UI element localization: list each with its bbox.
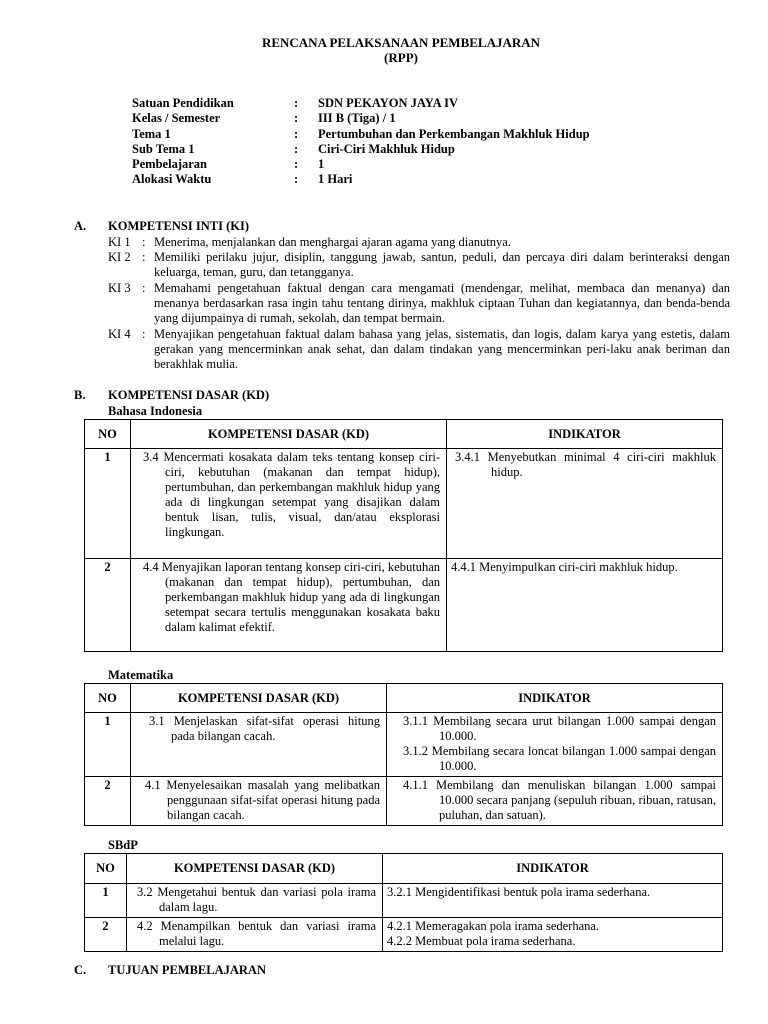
table-row: 2 4.1 Menyelesaikan masalah yang melibatkan penggunaan sifat-sifat operasi hitung pada bilangan cacah. 4.1.1 Membilang dan menuliskan bilangan 1.000 sampai 10.000 secara panjang (sepuluh ribuan, ribuan, ratusan, puluhan, dan satuan). <box>85 777 723 826</box>
kd-table-bahasa <box>84 419 723 652</box>
table-row: 1 3.1 Menjelaskan sifat-sifat operasi hitung pada bilangan cacah. 3.1.1 Membilang secara urut bilangan 1.000 sampai dengan 10.000. 3.1.2 Membilang secara loncat bilangan 1.000 sampai dengan 10.000. <box>85 713 723 777</box>
table-row: 1 3.2 Mengetahui bentuk dan variasi pola irama dalam lagu. 3.2.1 Mengidentifikasi bentuk pola irama sederhana. <box>85 884 723 918</box>
table-row: 2 4.4 Menyajikan laporan tentang konsep ciri-ciri, kebutuhan (makanan dan tempat hidup), pertumbuhan, dan perkembangan makhluk hidup yang ada di lingkungan setempat secara tertulis menggunakan kosakata baku dalam kalimat efektif. 4.4.1 Menyimpulkan ciri-ciri makhluk hidup. <box>85 559 723 652</box>
identity-row: Satuan Pendidikan : SDN PEKAYON JAYA IV <box>132 96 458 110</box>
subject-matematika: Matematika <box>108 668 174 682</box>
ki-item: KI 4 : Menyajikan pengetahuan faktual dalam bahasa yang jelas, sistematis, dan logis, dalam karya yang estetis, dalam gerakan yang mencerminkan anak sehat, dan dalam tindakan yang mencerminkan peri-laku anak beriman dan berakhlak mulia. <box>108 327 730 371</box>
subject-sbdp: SBdP <box>108 838 138 852</box>
kd-table-matematika <box>84 683 723 826</box>
table-header-row: NO KOMPETENSI DASAR (KD) INDIKATOR <box>85 684 723 713</box>
table-header-row <box>85 420 723 449</box>
identity-row: Tema 1 : Pertumbuhan dan Perkembangan Makhluk Hidup <box>132 126 590 141</box>
table-row: 2 4.2 Menampilkan bentuk dan variasi irama melalui lagu. 4.2.1 Memeragakan pola irama sederhana. 4.2.2 Membuat pola irama sederhana. <box>85 918 723 952</box>
identity-row: Sub Tema 1 : Ciri-Ciri Makhluk Hidup <box>132 141 455 156</box>
ki-item: KI 1 : Menerima, menjalankan dan menghargai ajaran agama yang dianutnya. <box>108 235 511 249</box>
document-subtitle: (RPP) <box>384 50 418 65</box>
table-row: 1 3.4 Mencermati kosakata dalam teks tentang konsep ciri-ciri, kebutuhan (makanan dan tempat hidup), pertumbuhan, dan perkembangan makhluk hidup yang ada di lingkungan setempat yang disajikan dalam bentuk lisan, tulis, visual, dan/atau eksplorasi lingkungan. 3.4.1 Menyebutkan minimal 4 ciri-ciri makhluk hidup. <box>85 449 723 559</box>
col-no-header: NO <box>85 420 131 449</box>
table-header-row: NO KOMPETENSI DASAR (KD) INDIKATOR <box>85 854 723 884</box>
ki-item: KI 3 : Memahami pengetahuan faktual dengan cara mengamati (mendengar, melihat, membaca dan menanya) dan menanya berdasarkan rasa ingin tahu tentang dirinya, makhluk ciptaan Tuhan dan kegiatannya, dan benda-benda yang dijumpainya di rumah, sekolah, dan tempat bermain. <box>108 281 730 325</box>
ki-list <box>108 235 730 373</box>
document-title: RENCANA PELAKSANAAN PEMBELAJARAN <box>261 35 541 50</box>
identity-row: Pembelajaran : 1 <box>132 157 325 172</box>
identity-block <box>132 96 590 188</box>
col-kd-header: KOMPETENSI DASAR (KD) <box>131 420 447 449</box>
identity-row: Alokasi Waktu : 1 Hari <box>132 172 353 187</box>
identity-row: Kelas / Semester : III B (Tiga) / 1 <box>132 111 396 126</box>
kd-table-sbdp <box>84 853 723 952</box>
document-page: RENCANA PELAKSANAAN PEMBELAJARAN (RPP) Satuan Pendidikan : SDN PEKAYON JAYA IV Kelas / Semester : III B (Tiga) / 1 Tema 1 : Pertumbuhan dan Perkembangan Makhluk Hidup Sub Tema 1 : Ciri-Ciri Makhluk Hidup Pembelajaran : 1 Alokasi Waktu : 1 Hari A. KOMPETENSI INTI (KI) KI 1 : Menerima, menjalankan dan menghargai ajaran agama yang dianutnya. KI 2 : Memiliki perilaku jujur, disiplin, tanggung jawab, santun, peduli, dan percaya diri dalam berinteraksi dengan keluarga, teman, guru, dan tetangganya. KI 3 : Memahami pengetahuan faktual dengan cara mengamati (mendengar, melihat, membaca dan menanya) dan menanya berdasarkan rasa ingin tahu tentang dirinya, makhluk ciptaan Tuhan dan kegiatannya, dan benda-benda yang dijumpainya di rumah, sekolah, dan tempat bermain. KI 4 : Menyajikan pengetahuan faktual dalam bahasa yang jelas, sistematis, dan logis, dalam karya yang estetis, dalam gerakan yang mencerminkan anak sehat, dan dalam tindakan yang mencerminkan peri-laku anak beriman dan berakhlak mulia. B. KOMPETENSI DASAR (KD) Bahasa Indonesia NO KOMPETENSI DASAR (KD) INDIKATOR 1 3.4 Mencermati kosakata dalam teks tentang konsep ciri-ciri, kebutuhan (makanan dan tempat hidup), pertumbuhan, dan perkembangan makhluk hidup yang ada di lingkungan setempat yang disajikan dalam bentuk lisan, tulis, visual, dan/atau eksplorasi lingkungan. 3.4.1 Menyebutkan minimal 4 ciri-ciri makhluk hidup. 2 4.4 Menyajikan laporan tentang konsep ciri-ciri, kebutuhan (makanan dan tempat hidup), pertumbuhan, dan perkembangan makhluk hidup yang ada di lingkungan setempat secara tertulis menggunakan kosakata baku dalam kalimat efektif. 4.4.1 Menyimpulkan ciri-ciri makhluk hidup. Matematika NO KOMPETENSI DASAR (KD) INDIKATOR 1 3.1 Menjelaskan sifat-sifat operasi hitung pada bilangan cacah. 3.1.1 Membilang secara urut bilangan 1.000 sampai dengan 10.000. 3.1.2 Membilang secara loncat bilangan 1.000 sampai dengan 10.000. 2 4.1 Menyelesaikan masalah yang melibatkan penggunaan sifat-sifat operasi hitung pada bilangan cacah. 4.1.1 Membilang dan menuliskan bilangan 1.000 sampai 10.000 secara panjang (sepuluh ribuan, ribuan, ratusan, puluhan, dan satuan). SBdP NO KOMPETENSI DASAR (KD) INDIKATOR 1 3.2 Mengetahui bentuk dan variasi pola irama dalam lagu. 3.2.1 Mengidentifikasi bentuk pola irama sederhana. 2 4.2 Menampilkan bentuk dan variasi irama melalui lagu. 4.2.1 Memeragakan pola irama sederhana. 4.2.2 Membuat pola irama sederhana. C. TUJUAN PEMBELAJARAN <box>0 0 768 1024</box>
col-indikator-header: INDIKATOR <box>447 420 723 449</box>
subject-bahasa-indonesia: Bahasa Indonesia <box>108 404 203 418</box>
ki-item: KI 2 : Memiliki perilaku jujur, disiplin, tanggung jawab, santun, peduli, dan percaya diri dalam berinteraksi dengan keluarga, teman, guru, dan tetangganya. <box>108 250 730 279</box>
